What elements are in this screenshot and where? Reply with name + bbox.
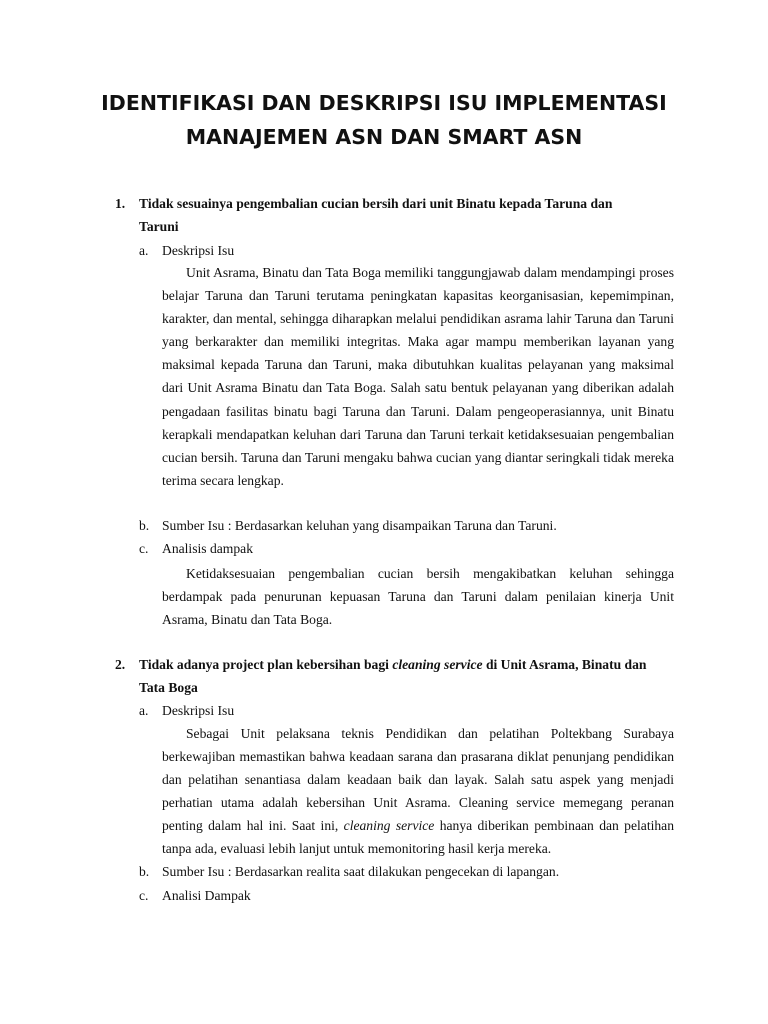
item-1c-paragraph: Ketidaksesuaian pengembalian cucian bersih mengakibatkan keluhan sehingga berdampak pada penurunan kepuasan Taruna dan Taruni dalam penilaian kinerja Unit Asrama, Binatu dan Tata Boga. [162,566,674,628]
item-1-heading-line-2: Taruni [139,219,179,234]
item-2b-marker: b. [139,864,150,879]
item-1-heading-line-1: Tidak sesuainya pengembalian cucian bersih dari unit Binatu kepada Taruna dan [139,196,613,211]
item-1b-marker: b. [139,518,150,533]
item-2a-label: Deskripsi Isu [162,703,235,718]
item-2-heading-line-2: Tata Boga [139,680,198,695]
item-2-heading-line-1: Tidak adanya project plan kebersihan bagi cleaning service di Unit Asrama, Binatu dan [139,657,647,672]
item-1b-label: Sumber Isu : Berdasarkan keluhan yang disampaikan Taruna dan Taruni. [162,518,557,533]
document-title [90,86,678,154]
item-1a-label: Deskripsi Isu [162,243,235,258]
item-1-number: 1. [115,196,126,211]
item-1c-label: Analisis dampak [162,541,253,556]
item-2-number: 2. [115,657,126,672]
item-1a-paragraph: Unit Asrama, Binatu dan Tata Boga memiliki tanggungjawab dalam mendampingi proses belajar Taruna dan Taruni terutama peningkatan kapasitas keorganisasian, kepemimpinan, karakter, dan mental, sehingga diharapkan melalui pendidikan asrama lahir Taruna dan Taruni yang berkarakter dan memiliki integritas. Maka agar mampu memberikan layanan yang maksimal kepada Taruna dan Taruni, maka dibutuhkan kualitas pelayanan yang maksimal dari Unit Asrama Binatu dan Tata Boga. Salah satu bentuk pelayanan yang diberikan adalah pengadaan fasilitas binatu bagi Taruna dan Taruni. Dalam pengeoperasiannya, unit Binatu kerapkali mendapatkan keluhan dari Taruna dan Taruni terkait ketidaksesuaian pengembalian cucian bersih. Taruna dan Taruni mengaku bahwa cucian yang diantar seringkali tidak mereka terima secara lengkap. [162,265,674,488]
title-line-1: IDENTIFIKASI DAN DESKRIPSI ISU IMPLEMENTASI [101,91,667,115]
item-1a-marker: a. [139,243,149,258]
item-2a-marker: a. [139,703,149,718]
item-2c-label: Analisi Dampak [162,888,251,903]
title-line-2: MANAJEMEN ASN DAN SMART ASN [185,125,583,149]
item-1c-marker: c. [139,541,149,556]
item-2b-label: Sumber Isu : Berdasarkan realita saat dilakukan pengecekan di lapangan. [162,864,560,879]
item-2c-marker: c. [139,888,149,903]
item-2a-paragraph: Sebagai Unit pelaksana teknis Pendidikan dan pelatihan Poltekbang Surabaya berkewajiban memastikan bahwa keadaan sarana dan prasarana diklat penunjang pendidikan dan pelatihan senantiasa dalam keadaan baik dan layak. Salah satu aspek yang menjadi perhatian utama adalah kebersihan Unit Asrama. Cleaning service memegang peranan penting dalam hal ini. Saat ini, cleaning service hanya diberikan pembinaan dan pelatihan tanpa ada, evaluasi lebih lanjut untuk memonitoring hasil kerja mereka. [162,726,675,857]
